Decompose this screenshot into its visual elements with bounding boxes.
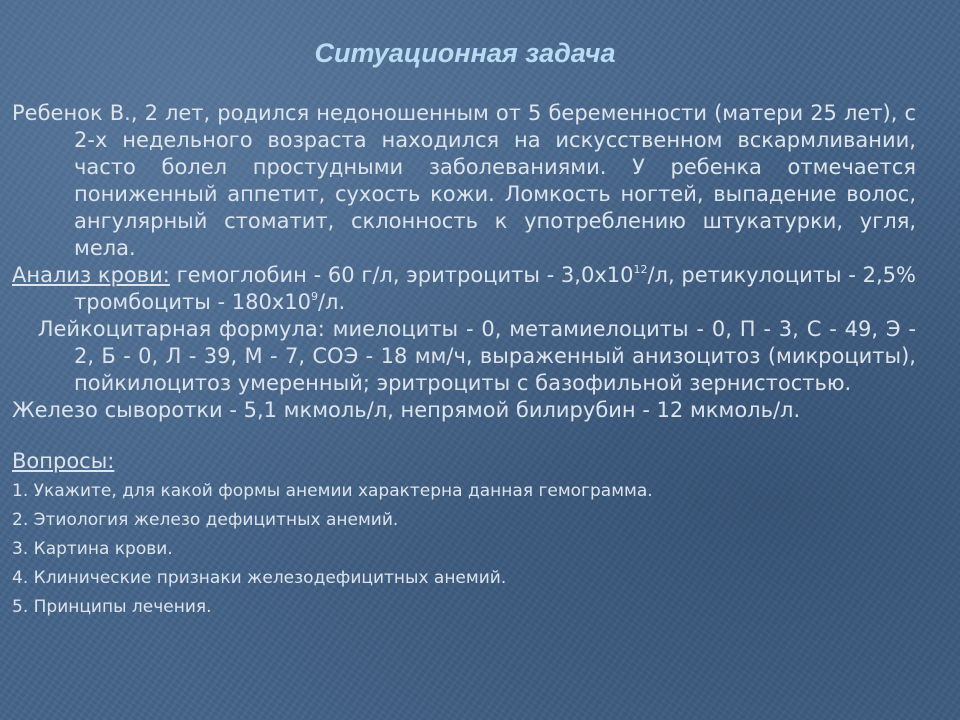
blood-analysis [12, 262, 916, 316]
questions-heading: Вопросы: [12, 449, 115, 473]
rbc-exponent: 12 [633, 263, 648, 276]
blood-analysis-text-1: гемоглобин - 60 г/л, эритроциты - 3,0х10 [169, 263, 634, 287]
question-item: 1. Укажите, для какой формы анемии характерна данная гемограмма. [12, 481, 653, 501]
blood-analysis-text-2: /л, ретикулоциты - 2,5% тромбоциты - 180х10 [74, 263, 916, 314]
question-item: 4. Клинические признаки железодефицитных анемий. [12, 568, 507, 588]
blood-analysis-label: Анализ крови: [12, 263, 170, 287]
leukocyte-formula [12, 316, 916, 397]
question-item: 5. Принципы лечения. [12, 597, 212, 617]
question-item: 3. Картина крови. [12, 539, 173, 559]
questions-list [12, 477, 916, 622]
serum-iron: Железо сыворотки - 5,1 мкмоль/л, непрямой билирубин - 12 мкмоль/л. [12, 398, 801, 422]
blood-analysis-text-3: /л. [317, 290, 346, 314]
slide-title: Ситуационная задача [314, 38, 616, 68]
slide-body [12, 100, 916, 622]
case-history: Ребенок В., 2 лет, родился недоношенным от 5 беременности (матери 25 лет), с 2-х недельного возраста находился на искусственном вскармливании, часто болел простудными заболеваниями. У ребенка отмечается пониженный аппетит, сухость кожи. Ломкость ногтей, выпадение волос, ангулярный стоматит, склонность к употреблению штукатурки, угля, мела. [12, 101, 916, 260]
question-item: 2. Этиология железо дефицитных анемий. [12, 510, 399, 530]
leukocyte-formula-text: Лейкоцитарная формула: миелоциты - 0, метамиелоциты - 0, П - 3, С - 49, Э - 2, Б - 0, Л - 39, М - 7, СОЭ - 18 мм/ч, выраженный анизоцитоз (микроциты), пойкилоцитоз умеренный; эритроциты с базофильной зернистостью. [37, 317, 916, 395]
platelet-exponent: 9 [310, 290, 318, 303]
